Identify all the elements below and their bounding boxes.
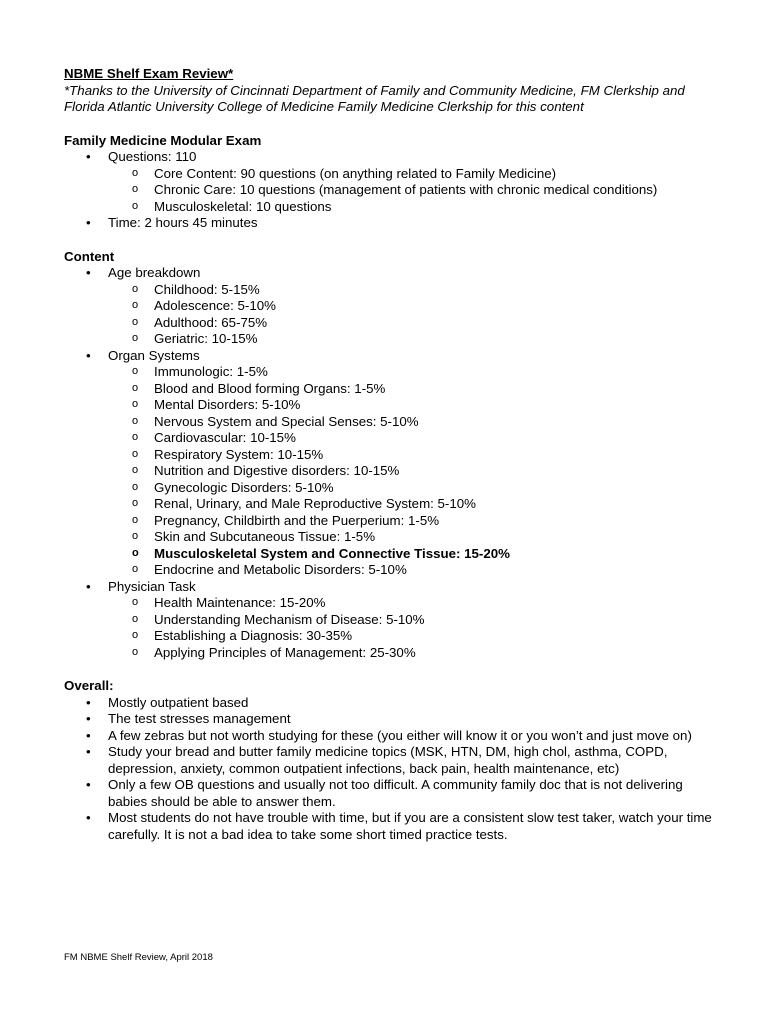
list-item: • Organ Systems o Immunologic: 1-5% o Blood and Blood forming Organs: 1-5% o Mental Disorders: 5-10% o Nervous System and Special Senses: 5-10% o Cardiovascular: 10-15% o Respiratory System: 10-15% o Nutrition and Digestive disorders: 10-15% o Gynecologic Disorders: 5-10% o Renal, Urinary, and Male Reproductive System: 5-10% o Pregnancy, Childbirth and the Puerperium: 1-5% o Skin and Subcutaneous Tissue: 1-5% o Musculoskeletal System and Connective Tissue: 15-20% o Endocrine and Metabolic Disorders: 5-10% — [64, 348, 724, 579]
list-item: o Cardiovascular: 10-15% — [64, 430, 724, 447]
list-item: • Age breakdown o Childhood: 5-15% o Adolescence: 5-10% o Adulthood: 65-75% o Geriatric: 10-15% — [64, 265, 724, 348]
content-heading: Content — [64, 248, 115, 264]
exam-heading: Family Medicine Modular Exam — [64, 132, 262, 148]
list-item: • Questions: 110 o Core Content: 90 questions (on anything related to Family Medicine) o Chronic Care: 10 questions (management of patients with chronic medical conditions) o Musculoskeletal: 10 questions — [64, 149, 724, 215]
list-item: o Mental Disorders: 5-10% — [64, 397, 724, 414]
list-item: o Adulthood: 65-75% — [64, 315, 724, 332]
task-sublist — [108, 595, 724, 661]
list-item: o Applying Principles of Management: 25-30% — [64, 645, 724, 662]
list-item: o Gynecologic Disorders: 5-10% — [64, 480, 724, 497]
list-item: • Time: 2 hours 45 minutes — [64, 215, 724, 232]
page-footer: FM NBME Shelf Review, April 2018 — [64, 952, 213, 963]
document-page — [64, 66, 724, 843]
list-item: • Physician Task o Health Maintenance: 15-20% o Understanding Mechanism of Disease: 5-10% o Establishing a Diagnosis: 30-35% o Applying Principles of Management: 25-30% — [64, 579, 724, 662]
exam-list — [64, 149, 724, 232]
list-item: o Adolescence: 5-10% — [64, 298, 724, 315]
list-item: o Renal, Urinary, and Male Reproductive System: 5-10% — [64, 496, 724, 513]
question-sublist — [108, 166, 724, 216]
list-item: o Establishing a Diagnosis: 30-35% — [64, 628, 724, 645]
list-item: o Respiratory System: 10-15% — [64, 447, 724, 464]
overall-list — [64, 695, 724, 844]
list-item: o Geriatric: 10-15% — [64, 331, 724, 348]
list-item: o Pregnancy, Childbirth and the Puerperium: 1-5% — [64, 513, 724, 530]
document-title: NBME Shelf Exam Review* — [64, 66, 234, 81]
overall-heading: Overall: — [64, 678, 114, 693]
age-sublist — [108, 282, 724, 348]
list-item: • Study your bread and butter family medicine topics (MSK, HTN, DM, high chol, asthma, COPD, depression, anxiety, common outpatient infections, back pain, health maintenance, etc) — [64, 744, 724, 777]
list-item: o Core Content: 90 questions (on anything related to Family Medicine) — [64, 166, 724, 183]
list-item: • Most students do not have trouble with time, but if you are a consistent slow test taker, watch your time carefully. It is not a bad idea to take some short timed practice tests. — [64, 810, 724, 843]
acknowledgement: *Thanks to the University of Cincinnati Department of Family and Community Medicine, FM Clerkship and Florida Atlantic University College of Medicine Family Medicine Clerkship for this content — [64, 82, 685, 114]
list-item: o Understanding Mechanism of Disease: 5-10% — [64, 612, 724, 629]
list-item: o Musculoskeletal: 10 questions — [64, 199, 724, 216]
list-item-emphasized: o Musculoskeletal System and Connective Tissue: 15-20% — [64, 546, 724, 563]
list-item: • Mostly outpatient based — [64, 695, 724, 712]
list-item: o Childhood: 5-15% — [64, 282, 724, 299]
list-item: o Skin and Subcutaneous Tissue: 1-5% — [64, 529, 724, 546]
list-item: o Immunologic: 1-5% — [64, 364, 724, 381]
list-item: o Endocrine and Metabolic Disorders: 5-10% — [64, 562, 724, 579]
list-item: • The test stresses management — [64, 711, 724, 728]
content-list — [64, 265, 724, 661]
list-item: o Nervous System and Special Senses: 5-10% — [64, 414, 724, 431]
list-item: o Blood and Blood forming Organs: 1-5% — [64, 381, 724, 398]
list-item: • A few zebras but not worth studying for these (you either will know it or you won’t and just move on) — [64, 728, 724, 745]
organ-sublist — [108, 364, 724, 579]
list-item: o Nutrition and Digestive disorders: 10-15% — [64, 463, 724, 480]
list-item: o Health Maintenance: 15-20% — [64, 595, 724, 612]
list-item: • Only a few OB questions and usually not too difficult. A community family doc that is not delivering babies should be able to answer them. — [64, 777, 724, 810]
list-item: o Chronic Care: 10 questions (management of patients with chronic medical conditions) — [64, 182, 724, 199]
